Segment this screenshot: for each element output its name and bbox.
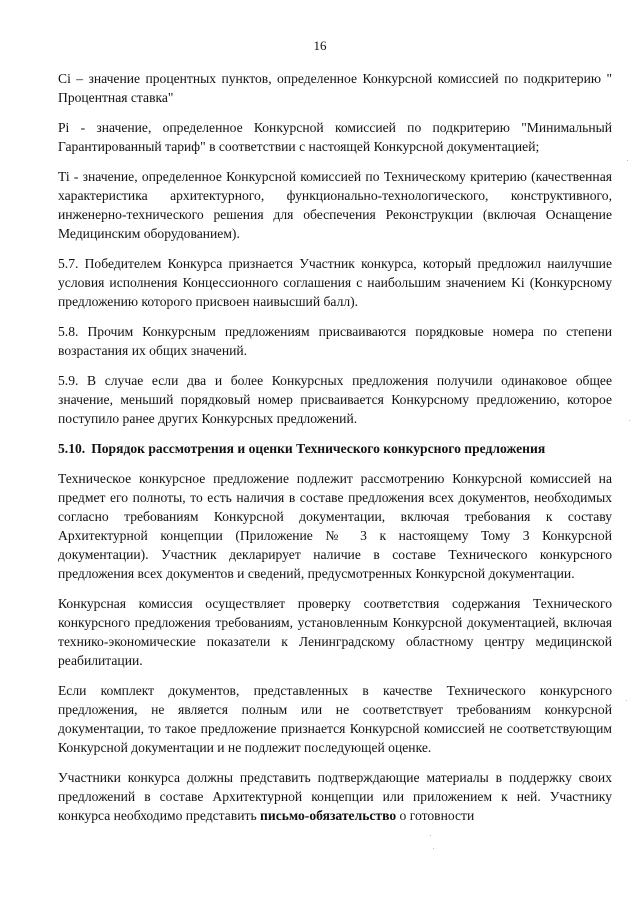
scan-speck xyxy=(433,848,434,849)
page-number: 16 xyxy=(313,38,327,53)
paragraph-5-7: 5.7. Победителем Конкурса признается Участник конкурса, который предложил наилучшие условия исполнения Концессионного соглашения с наибольшим значением Ki (Конкурсному предложению которого присвоен наивысший балл). xyxy=(58,256,612,309)
materials-bold-term: письмо-обязательство xyxy=(260,808,397,823)
scan-speck xyxy=(626,700,627,701)
section-title: Порядок рассмотрения и оценки Технического конкурсного предложения xyxy=(91,441,546,456)
scan-speck xyxy=(627,160,628,161)
section-heading-5-10 xyxy=(58,439,612,458)
materials-text-end: о готовности xyxy=(396,808,475,823)
section-paragraph-materials xyxy=(58,768,612,825)
materials-text-start: Участники конкурса должны представить подтверждающие материалы в поддержку своих предложений в составе Архитектурной концепции или приложением к ней. Участнику конкурса необходимо представить xyxy=(58,770,612,823)
paragraph-ti: Ti - значение, определенное Конкурсной комиссией по Техническому критерию (качественная характеристика архитектурного, функционально-технологического, конструктивного, инженерно-технического решения для обеспечения Реконструкции (включая Оснащение Медицинским оборудованием). xyxy=(58,169,612,241)
section-paragraph-completeness: Техническое конкурсное предложение подлежит рассмотрению Конкурсной комиссией на предмет его полноты, то есть наличия в составе предложения всех документов, необходимых согласно требованиям Конкурсной документации, включая требования к составу Архитектурной концепции (Приложение № 3 к настоящему Тому 3 Конкурсной документации). Участник декларирует наличие в составе Технического конкурсного предложения всех документов и сведений, предусмотренных Конкурсной документации. xyxy=(58,471,612,581)
paragraph-pi: Pi - значение, определенное Конкурсной комиссией по подкритерию "Минимальный Гарантированный тариф" в соответствии с настоящей Конкурсной документацией; xyxy=(58,120,612,154)
document-body xyxy=(58,69,612,836)
paragraph-5-9: 5.9. В случае если два и более Конкурсных предложения получили одинаковое общее значение, меньший порядковый номер присваивается Конкурсному предложению, которое поступило ранее других Конкурсных предложений. xyxy=(58,373,612,426)
paragraph-5-8: 5.8. Прочим Конкурсным предложениям присваиваются порядковые номера по степени возрастания их общих значений. xyxy=(58,324,612,358)
section-number: 5.10. xyxy=(58,441,86,456)
scan-speck xyxy=(430,835,431,836)
paragraph-ci: Ci – значение процентных пунктов, определенное Конкурсной комиссией по подкритерию " Процентная ставка" xyxy=(58,71,612,105)
scan-speck xyxy=(629,420,630,421)
section-paragraph-rejection: Если комплект документов, представленных в качестве Технического конкурсного предложения, не является полным или не соответствует требованиям конкурсной документации, то такое предложение признается Конкурсной комиссией не соответствующим Конкурсной документации и не подлежит последующей оценке. xyxy=(58,683,612,755)
section-paragraph-verification: Конкурсная комиссия осуществляет проверку соответствия содержания Технического конкурсного предложения требованиям, установленным Конкурсной документацией, включая технико-экономические показатели к Ленинградскому областному центру медицинской реабилитации. xyxy=(58,596,612,668)
